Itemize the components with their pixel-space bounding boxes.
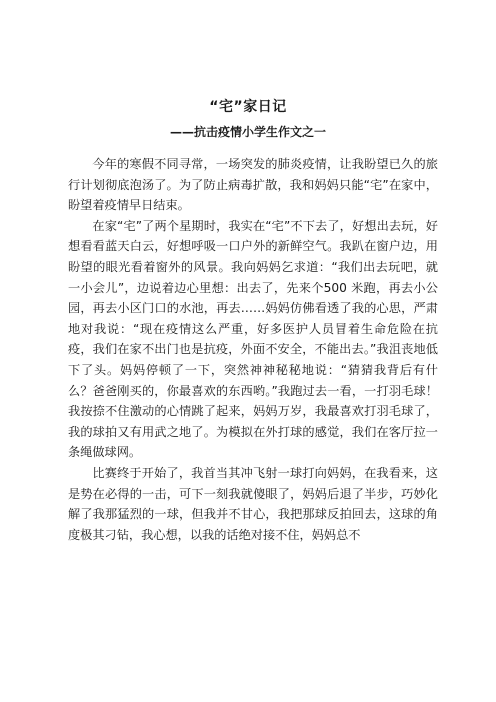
document-title: “宅”家日记	[209, 99, 287, 115]
paragraph-1: 今年的寒假不同寻常，一场突发的肺炎疫情，让我盼望已久的旅行计划彻底泡汤了。为了防止病毒扩散，我和妈妈只能“宅”在家中，盼望着疫情早日结束。	[68, 157, 438, 213]
paragraph-3: 比赛终于开始了，我首当其冲飞射一球打向妈妈，在我看来，这是势在必得的一击，可下一刻我就傻眼了，妈妈后退了半步，巧妙化解了我那猛烈的一球，但我并不甘心，我把那球反拍回去，这球的角度极其刁钻，我心想，以我的话绝对接不住，妈妈总不	[68, 465, 438, 542]
document-subtitle: ——抗击疫情小学生作文之一	[169, 125, 326, 139]
document-body	[68, 154, 438, 545]
paragraph-2: 在家“宅”了两个星期时，我实在“宅”不下去了，好想出去玩，好想看看蓝天白云，好想呼吸一口户外的新鲜空气。我趴在窗户边，用盼望的眼光看着窗外的风景。我向妈妈乞求道：“我们出去玩吧，就一小会儿”，边说着边心里想：出去了，先来个500 米跑，再去小公园，再去小区门口的水池，再去……妈妈仿佛看透了我的心思，严肃地对我说：“现在疫情这么严重，好多医护人员冒着生命危险在抗疫，我们在家不出门也是抗疫，外面不安全，不能出去。”我沮丧地低下了头。妈妈停顿了一下，突然神神秘秘地说：“猜猜我背后有什么？爸爸刚买的，你最喜欢的东西哟。”我跑过去一看，一打羽毛球！我按捺不住激动的心情跳了起来，妈妈万岁，我最喜欢打羽毛球了，我的球拍又有用武之地了。为模拟在外打球的感觉，我们在客厅拉一条绳做球网。	[68, 218, 438, 460]
